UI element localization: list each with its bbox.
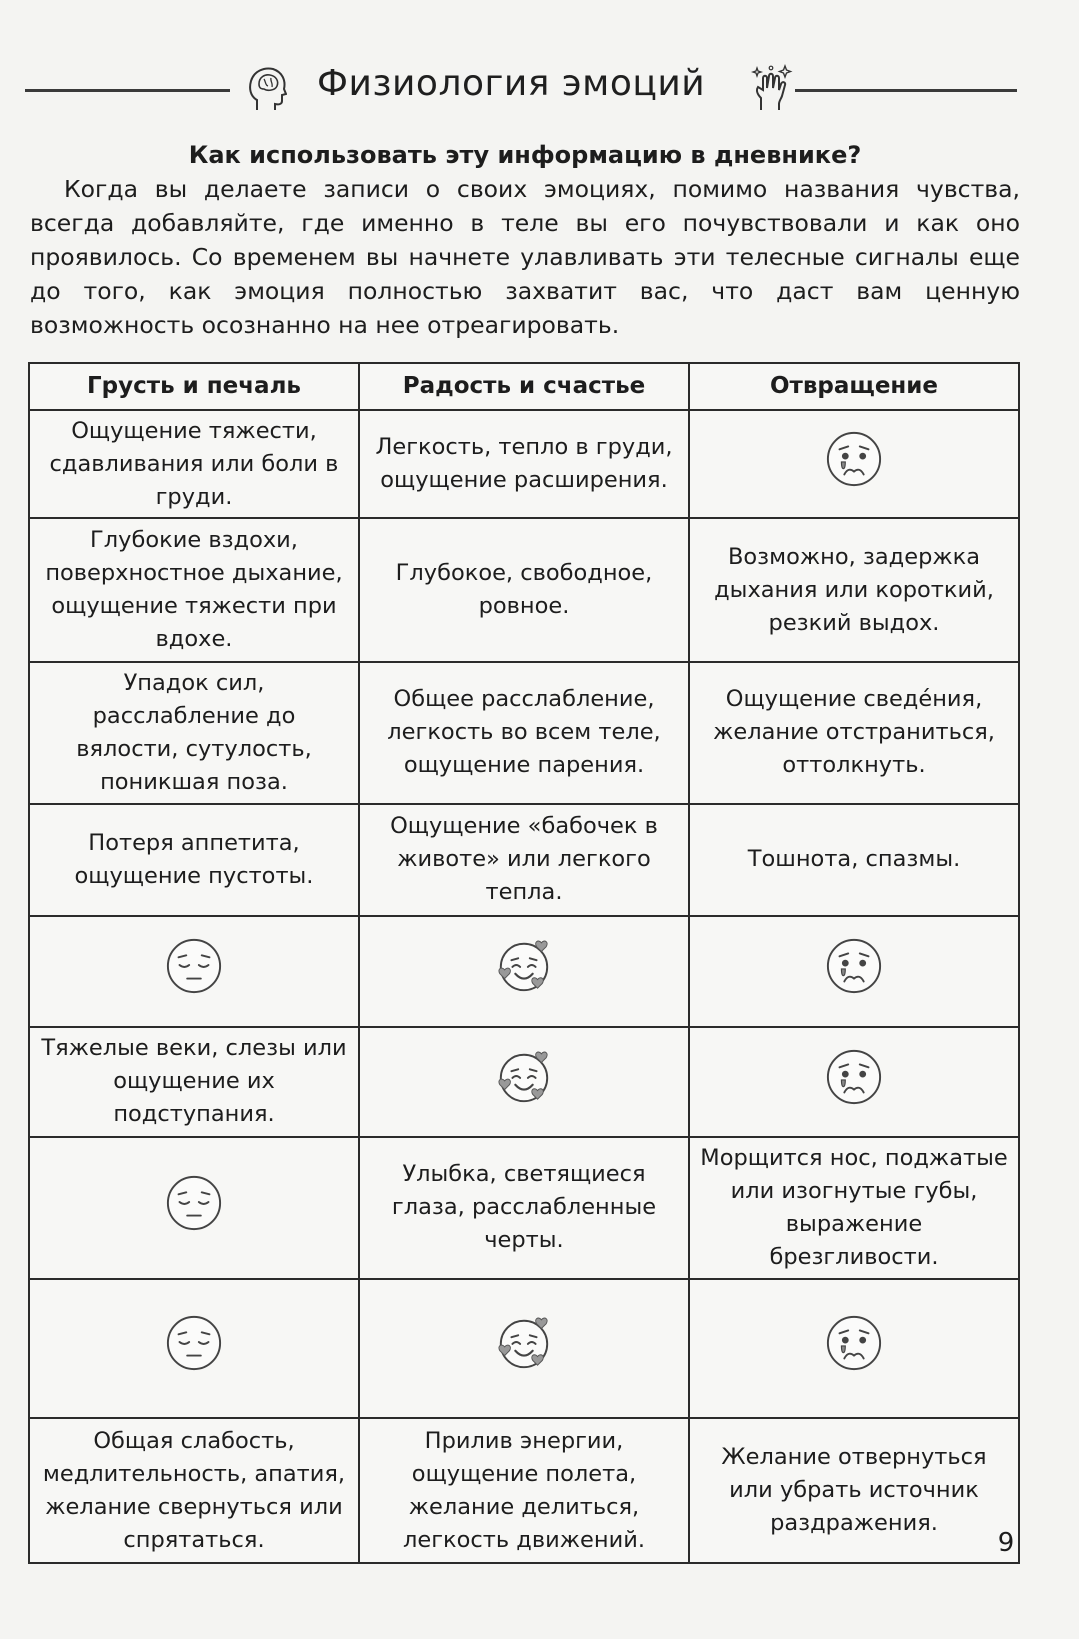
table-cell-disgust: Морщится нос, поджатые или изогнутые губы, выражение брезгливости. [689,1137,1019,1279]
table-row [29,1418,1019,1563]
sparkle-hand-icon [751,64,793,112]
table-cell-sadness [29,1279,359,1419]
table-row [29,662,1019,804]
table-header-row [29,363,1019,410]
table-cell-disgust: Тошнота, спазмы. [689,804,1019,916]
emotion-physiology-table [28,362,1020,1564]
table-cell-sadness: Тяжелые веки, слезы или ощущение их подступания. [29,1027,359,1137]
table-cell-disgust: Желание отвернуться или убрать источник раздражения. [689,1418,1019,1563]
table-row [29,916,1019,1026]
disgusted-face-icon [825,1048,883,1106]
column-header-disgust: Отвращение [689,363,1019,410]
table-cell-disgust [689,916,1019,1026]
table-cell-joy: Прилив энергии, ощущение полета, желание делиться, легкость движений. [359,1418,689,1563]
sad-face-icon [165,1174,223,1232]
disgusted-face-icon [825,430,883,488]
head-brain-icon [247,66,287,112]
smiling-face-hearts-icon [495,1314,553,1372]
table-cell-joy [359,1279,689,1419]
table-cell-joy: Общее расслабление, легкость во всем теле, ощущение парения. [359,662,689,804]
table-row [29,518,1019,662]
table-cell-joy [359,1027,689,1137]
smiling-face-hearts-icon [495,937,553,995]
table-row [29,1027,1019,1137]
table-cell-sadness: Упадок сил, расслабление до вялости, сутулость, поникшая поза. [29,662,359,804]
table-row [29,1279,1019,1419]
disgusted-face-icon [825,937,883,995]
table-cell-sadness [29,916,359,1026]
table-cell-joy: Легкость, тепло в груди, ощущение расширения. [359,410,689,518]
smiling-face-hearts-icon [495,1048,553,1106]
table-cell-disgust [689,1279,1019,1419]
disgusted-face-icon [825,1314,883,1372]
table-row [29,1137,1019,1279]
page-number: 9 [997,1528,1015,1558]
table-cell-joy: Ощущение «бабочек в животе» или легкого тепла. [359,804,689,916]
table-cell-sadness: Общая слабость, медлительность, апатия, желание свернуться или спрятаться. [29,1418,359,1563]
table-cell-sadness: Глубокие вздохи, поверхностное дыхание, ощущение тяжести при вдохе. [29,518,359,662]
column-header-joy: Радость и счастье [359,363,689,410]
table-cell-joy: Улыбка, светящиеся глаза, расслабленные черты. [359,1137,689,1279]
column-header-sadness: Грусть и печаль [29,363,359,410]
header-rule-left [25,89,230,92]
table-row [29,410,1019,518]
table-row [29,804,1019,916]
table-cell-sadness: Потеря аппетита, ощущение пустоты. [29,804,359,916]
table-cell-sadness [29,1137,359,1279]
table-cell-joy: Глубокое, свободное, ровное. [359,518,689,662]
table-cell-disgust [689,410,1019,518]
table-cell-joy [359,916,689,1026]
sad-face-icon [165,1314,223,1372]
page-title: Физиология эмоций [317,63,706,104]
page-header [25,58,1017,118]
header-rule-right [795,89,1017,92]
table-body [29,410,1019,1563]
section-subtitle: Как использовать эту информацию в дневнике? [188,141,862,169]
table-cell-disgust: Ощущение сведе́ния, желание отстраниться, оттолкнуть. [689,662,1019,804]
table-cell-disgust: Возможно, задержка дыхания или короткий, резкий выдох. [689,518,1019,662]
table-cell-disgust [689,1027,1019,1137]
table-cell-sadness: Ощущение тяжести, сдавливания или боли в груди. [29,410,359,518]
sad-face-icon [165,937,223,995]
intro-paragraph: Когда вы делаете записи о своих эмоциях, помимо названия чувства, всегда добавляйте, где именно в теле вы его почувствовали и как оно проявилось. Со временем вы начнете улавливать эти телесные сигналы еще до того, как эмоция полностью захватит вас, что даст вам ценную возможность осознанно на нее отреагировать. [30,175,1020,339]
